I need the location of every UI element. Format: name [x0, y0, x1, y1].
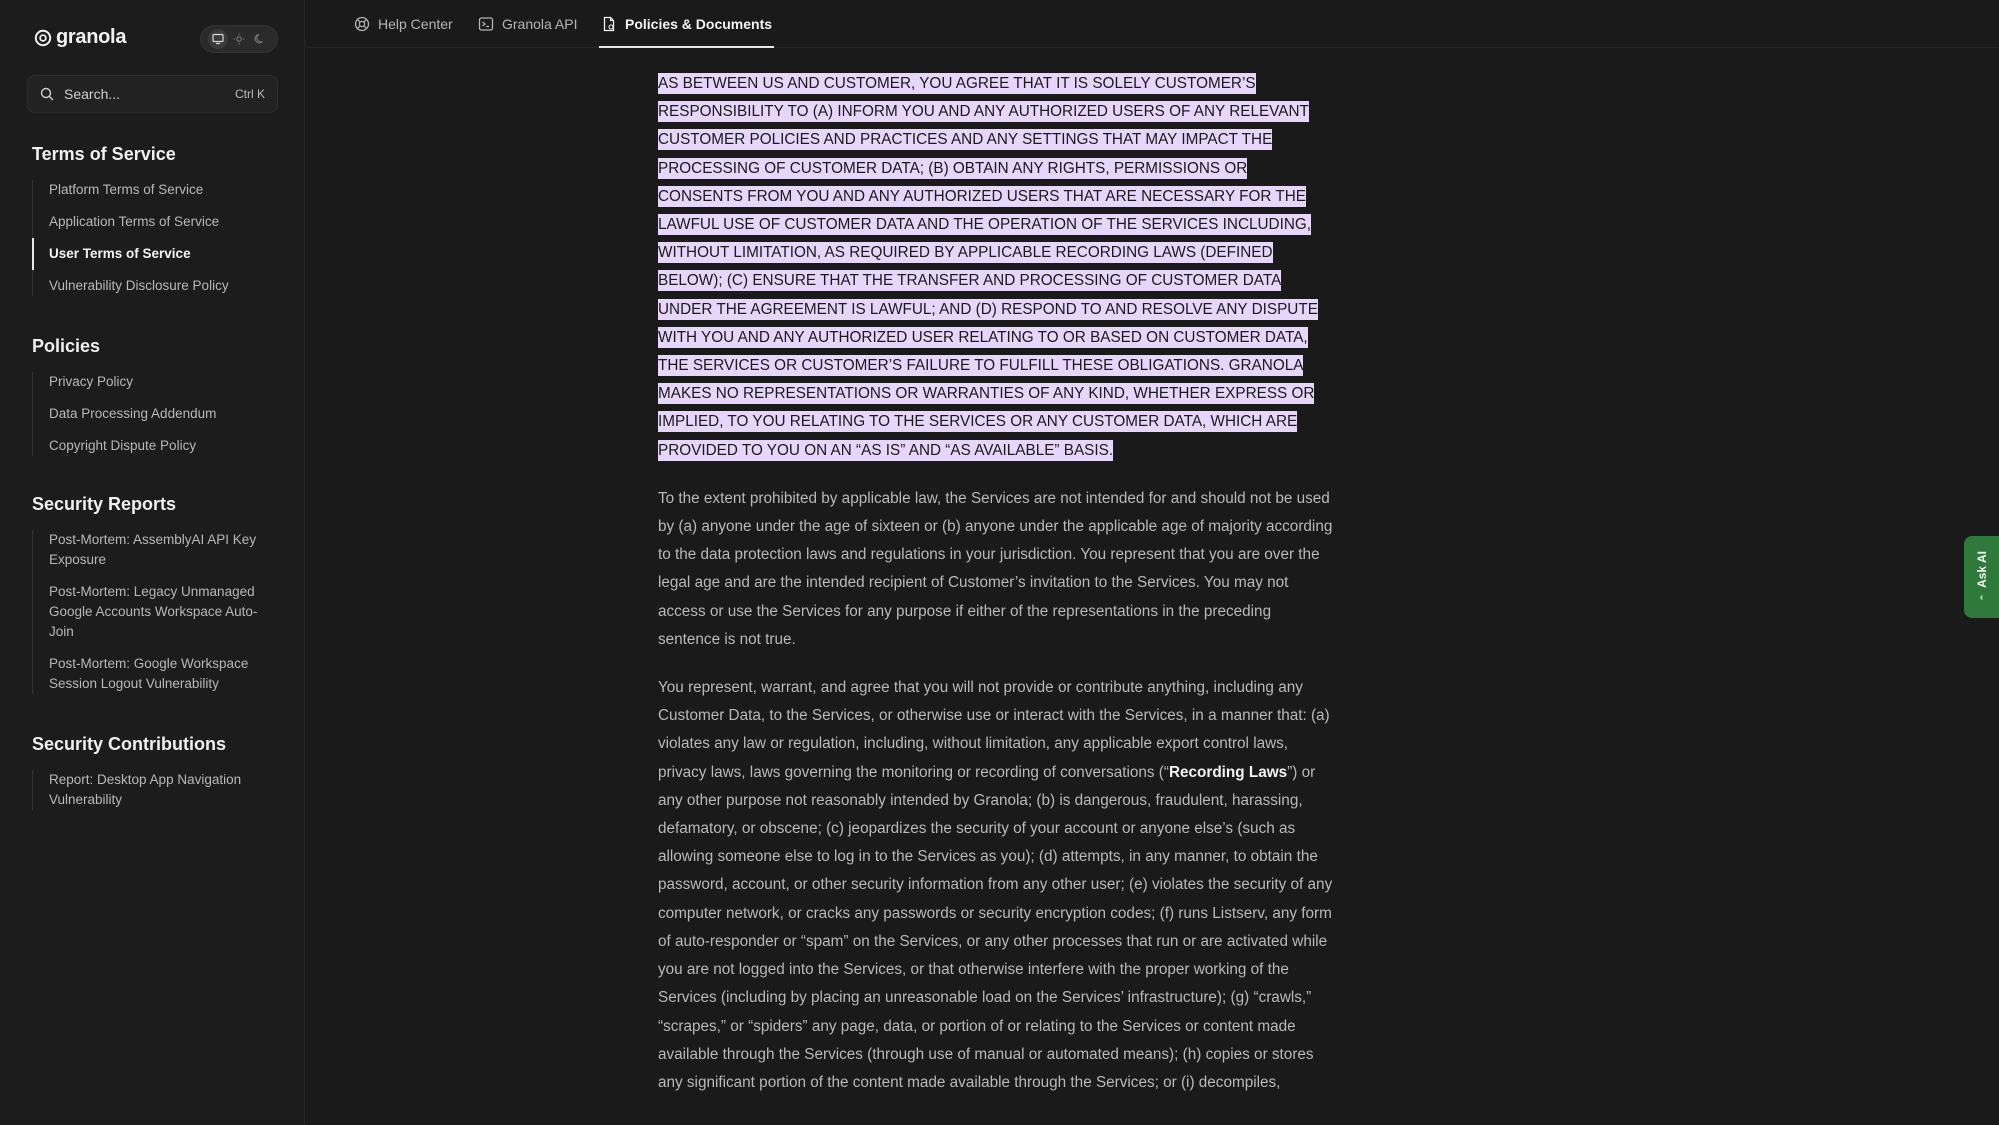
sun-icon: [233, 33, 245, 45]
nav-list-policies: [32, 372, 282, 456]
section-title-policies: Policies: [32, 336, 101, 356]
highlighted-paragraph: [658, 70, 1334, 465]
ask-ai-label: Ask AI: [1974, 551, 1989, 588]
sidebar-item-post-mortem-assemblyai[interactable]: Post-Mortem: AssemblyAI API Key Exposure: [49, 532, 257, 567]
terminal-icon: [478, 16, 494, 32]
paragraph-age-requirements: To the extent prohibited by applicable law, the Services are not intended for and should not be used by (a) anyone under the age of sixteen or (b) anyone under the applicable age of majority according to the data protection laws and regulations in your jurisdiction. You represent that you are over the legal age and are the intended recipient of Customer’s invitation to the Services. You may not access or use the Services for any purpose if either of the representations in the preceding sentence is not true.: [658, 489, 1333, 648]
moon-icon: [254, 33, 266, 45]
ask-ai-button[interactable]: [1964, 536, 1999, 618]
tab-label: Policies & Documents: [625, 16, 773, 32]
nav-list-security-reports: [32, 530, 282, 694]
brand-name: granola: [56, 26, 127, 48]
sidebar-item-user-terms[interactable]: User Terms of Service: [33, 244, 282, 264]
tab-label: Granola API: [502, 16, 578, 32]
paragraph-text: ”) or any other purpose not reasonably intended by Granola; (b) is dangerous, fraudulent, harassing, defamatory, or obscene; (c) jeopardizes the security of your account or anyone else’s (such as allowing someone else to log in to the Services as you); (d) attempts, in any manner, to obtain the password, account, or other security information from any other user; (e) violates the security of any computer network, or cracks any passwords or security encryption codes; (f) runs Listserv, any form of auto-responder or “spam” on the Services, or any other processes that run or are activated while you are not logged into the Services, or that otherwise interfere with the proper working of the Services (including by placing an unreasonable load on the Services’ infrastructure); (g) “crawls,” “scrapes,” or “spiders” any page, data, or portion of or relating to the Services or content made available through the Services (through use of manual or automated means); (h) copies or stores any significant portion of the content made available through the Services; or (i) decompiles,: [658, 763, 1333, 1091]
search-icon: [40, 87, 54, 101]
light-theme-button[interactable]: [229, 29, 249, 49]
document-content: [658, 70, 1334, 1117]
granola-logo-icon: [34, 29, 52, 47]
monitor-icon: [212, 33, 224, 45]
search-shortcut: Ctrl K: [235, 87, 265, 101]
tab-granola-api[interactable]: [478, 0, 578, 48]
sidebar-item-vulnerability-disclosure[interactable]: Vulnerability Disclosure Policy: [49, 278, 229, 293]
search-input[interactable]: [27, 75, 278, 113]
theme-toggle[interactable]: [200, 25, 278, 53]
tab-label: Help Center: [378, 16, 453, 32]
tab-policies-documents[interactable]: [599, 0, 774, 48]
sidebar-item-post-mortem-legacy-google[interactable]: Post-Mortem: Legacy Unmanaged Google Accounts Workspace Auto-Join: [49, 584, 258, 639]
section-title-security-contributions: Security Contributions: [32, 734, 227, 754]
system-theme-button[interactable]: [208, 29, 228, 49]
sidebar-item-privacy-policy[interactable]: Privacy Policy: [49, 374, 134, 389]
nav-list-security-contributions: [32, 770, 282, 810]
tab-help-center[interactable]: [354, 0, 453, 48]
document-icon: [601, 16, 617, 32]
sidebar-item-platform-terms[interactable]: Platform Terms of Service: [49, 182, 204, 197]
defined-term-recording-laws: Recording Laws: [1168, 763, 1288, 781]
top-tabs: [306, 0, 1999, 48]
sidebar-item-application-terms[interactable]: Application Terms of Service: [49, 214, 220, 229]
search-placeholder: Search...: [64, 86, 121, 102]
paragraph-use-restrictions: [658, 674, 1334, 1097]
nav-list-terms: [32, 180, 282, 296]
section-title-security-reports: Security Reports: [32, 494, 177, 514]
section-title-terms-of-service: Terms of Service: [32, 144, 176, 164]
sidebar-item-desktop-app-navigation[interactable]: Report: Desktop App Navigation Vulnerability: [49, 772, 242, 807]
sidebar-item-copyright-dispute-policy[interactable]: Copyright Dispute Policy: [49, 438, 197, 453]
dark-theme-button[interactable]: [250, 29, 270, 49]
sidebar-item-data-processing-addendum[interactable]: Data Processing Addendum: [49, 406, 217, 421]
selected-text: AS BETWEEN US AND CUSTOMER, YOU AGREE THAT IT IS SOLELY CUSTOMER’S RESPONSIBILITY TO (A) INFORM YOU AND ANY AUTHORIZED USERS OF ANY RELEVANT CUSTOMER POLICIES AND PRACTICES AND ANY SETTINGS THAT MAY IMPACT THE PROCESSING OF CUSTOMER DATA; (B) OBTAIN ANY RIGHTS, PERMISSIONS OR CONSENTS FROM YOU AND ANY AUTHORIZED USERS THAT ARE NECESSARY FOR THE LAWFUL USE OF CUSTOMER DATA AND THE OPERATION OF THE SERVICES INCLUDING, WITHOUT LIMITATION, AS REQUIRED BY APPLICABLE RECORDING LAWS (DEFINED BELOW); (C) ENSURE THAT THE TRANSFER AND PROCESSING OF CUSTOMER DATA UNDER THE AGREEMENT IS LAWFUL; AND (D) RESPOND TO AND RESOLVE ANY DISPUTE WITH YOU AND ANY AUTHORIZED USER RELATING TO OR BASED ON CUSTOMER DATA, THE SERVICES OR CUSTOMER’S FAILURE TO FULFILL THESE OBLIGATIONS. GRANOLA MAKES NO REPRESENTATIONS OR WARRANTIES OF ANY KIND, WHETHER EXPRESS OR IMPLIED, TO YOU RELATING TO THE SERVICES OR ANY CUSTOMER DATA, WHICH ARE PROVIDED TO YOU ON AN “AS IS” AND “AS AVAILABLE” BASIS.: [658, 75, 1318, 459]
paragraph-text: You represent, warrant, and agree that you will not provide or contribute anything, including any Customer Data, to the Services, or otherwise use or interact with the Services, in a manner that: (a) violates any law or regulation, including, without limitation, any applicable export control laws, privacy laws, laws governing the monitoring or recording of conversations (“: [658, 679, 1330, 781]
sidebar-item-post-mortem-session-logout[interactable]: Post-Mortem: Google Workspace Session Logout Vulnerability: [49, 656, 249, 691]
help-circle-icon: [354, 16, 370, 32]
brand-logo[interactable]: [34, 26, 126, 49]
chevron-left-icon: ‹: [1979, 591, 1984, 603]
sidebar: [0, 0, 305, 1125]
